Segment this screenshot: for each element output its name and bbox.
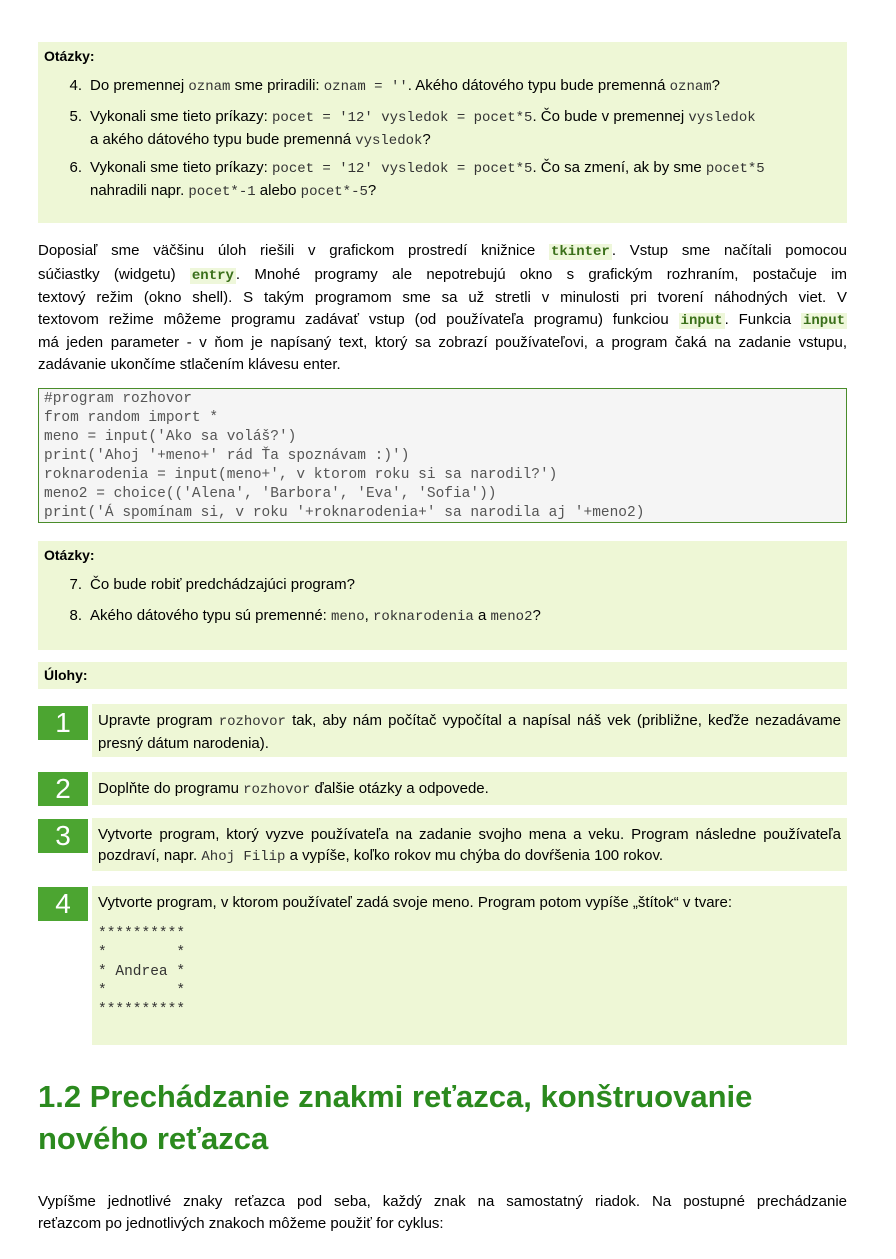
label-line: **********	[98, 1002, 186, 1018]
tasks-header	[38, 662, 847, 689]
questions-title: Otázky:	[44, 48, 95, 64]
code-line: from random import *	[44, 410, 219, 426]
label-line: * Andrea *	[98, 964, 186, 980]
code-block	[38, 388, 847, 523]
code-line: roknarodenia = input(meno+', v ktorom roku si sa narodil?')	[44, 467, 558, 483]
task-number-1: 1	[38, 706, 88, 740]
label-line: * *	[98, 945, 186, 961]
question-4: 4. Do premennej oznam sme priradili: oznam = ''. Akého dátového typu bude premenná oznam?	[69, 77, 721, 95]
question-5: 5. Vykonali sme tieto príkazy: pocet = '12' vysledok = pocet*5. Čo bude v premennej vysledok a akého dátového typu bude premenná vysledok?	[69, 108, 756, 149]
code-line: meno = input('Ako sa voláš?')	[44, 429, 297, 445]
task-number-2: 2	[38, 772, 88, 806]
task-4: Vytvorte program, v ktorom používateľ zadá svoje meno. Program potom vypíše „štítok“ v tvare: ********** * * * Andrea * * * **********	[92, 886, 847, 1045]
question-6: 6. Vykonali sme tieto príkazy: pocet = '12' vysledok = pocet*5. Čo sa zmení, ak by sme pocet*5 nahradili napr. pocet*-1 alebo pocet*-5?	[69, 159, 765, 200]
question-8: 8. Akého dátového typu sú premenné: meno, roknarodenia a meno2?	[69, 607, 541, 625]
task-1: Upravte program rozhovor tak, aby nám počítač vypočítal a napísal náš vek (približne, keďže nezadávame presný dátum narodenia).	[92, 704, 847, 757]
label-line: * *	[98, 983, 186, 999]
question-7: 7. Čo bude robiť predchádzajúci program?	[69, 576, 355, 593]
code-line: print('Á spomínam si, v roku '+roknarodenia+' sa narodila aj '+meno2)	[44, 505, 645, 521]
code-line: #program rozhovor	[44, 391, 192, 407]
task-number-3: 3	[38, 819, 88, 853]
label-line: **********	[98, 926, 186, 942]
tasks-title: Úlohy:	[44, 667, 88, 683]
questions-box-1	[38, 42, 847, 223]
questions-title: Otázky:	[44, 547, 95, 563]
questions-box-2	[38, 541, 847, 650]
section-heading: 1.2 Prechádzanie znakmi reťazca, konštruovanie nového reťazca	[38, 1079, 753, 1156]
code-line: meno2 = choice(('Alena', 'Barbora', 'Eva', 'Sofia'))	[44, 486, 497, 502]
intro-paragraph: Doposiaľ sme väčšinu úloh riešili v grafickom prostredí knižnice tkinter . Vstup sme načítali pomocou súčiastky (widgetu) entry . Mnohé programy ale nepotrebujú okno s grafickým rozhraním, postačuje im textový režim (okno shell). S takým programom sme sa už stretli v minulosti pri tvorení náhodných viet. V textovom režime môžeme programu zadávať vstup (od používateľa programu) funkciou input . Funkcia input má jeden parameter - v ňom je napísaný text, ktorý sa zobrazí používateľovi, a program čaká na zadanie vstupu, zadávanie ukončíme stlačením klávesu enter.	[38, 242, 848, 373]
code-line: print('Ahoj '+meno+' rád Ťa spoznávam :)')	[44, 448, 410, 464]
task-2: Doplňte do programu rozhovor ďalšie otázky a odpovede.	[92, 772, 847, 805]
section-paragraph: Vypíšme jednotlivé znaky reťazca pod seba, každý znak na samostatný riadok. Na postupné prechádzanie reťazcom po jednotlivých znakoch môžeme použiť for cyklus:	[38, 1193, 847, 1232]
task-3: Vytvorte program, ktorý vyzve používateľa na zadanie svojho mena a veku. Program následne používateľa pozdraví, napr. Ahoj Filip a vypíše, koľko rokov mu chýba do dovŕšenia 100 rokov.	[92, 818, 847, 871]
task-number-4: 4	[38, 887, 88, 921]
